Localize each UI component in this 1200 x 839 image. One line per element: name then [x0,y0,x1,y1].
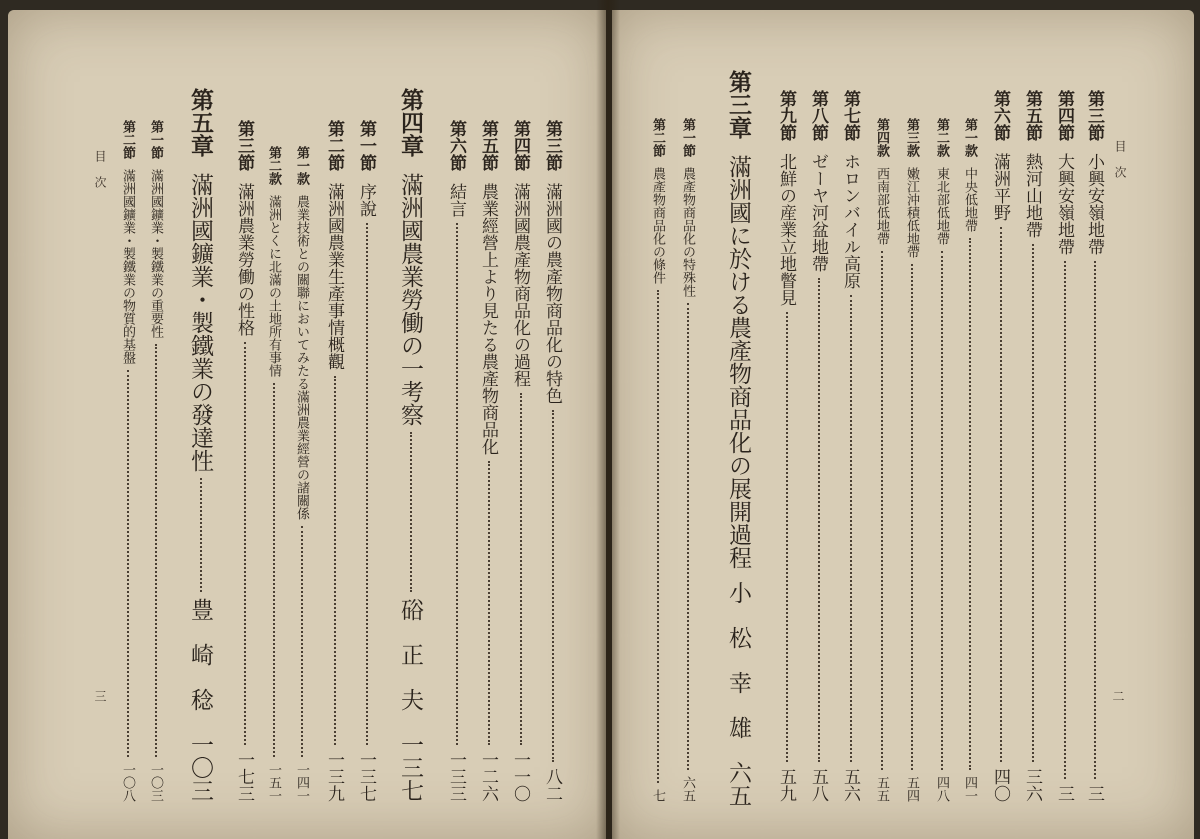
entry-page: 四八 [934,776,949,802]
entry-title: 西南部低地帶 [874,167,889,245]
entry-title: 熱河山地帶 [1022,153,1042,238]
leader-dots [818,278,820,762]
entry-label: 第一款 [294,146,309,185]
entry-page: 五八 [808,768,828,802]
entry-title: 大興安嶺地帶 [1054,153,1074,255]
chapter-label: 第四章 [397,88,424,157]
toc-entry [476,120,501,802]
entry-title: 滿洲國農產物商品化の過程 [510,183,530,387]
entry-label: 第四節 [1054,90,1074,141]
entry-title: 序說 [356,183,376,217]
toc-entry [988,90,1013,802]
entry-title: 結言 [446,183,466,217]
entry-label: 第八節 [808,90,828,141]
entry-page: 一五一 [266,763,281,802]
right-page-folio: 二 [1111,690,1125,702]
right-page-header: 目次 [1113,140,1127,192]
leader-dots [1000,227,1002,762]
entry-page: 一四一 [294,763,309,802]
entry-label: 第一節 [680,118,695,157]
toc-entry [648,118,667,802]
entry-title: 滿洲國鑛業・製鐵業の重要性 [148,169,163,338]
toc-entry [678,118,697,802]
entry-title: 東北部低地帶 [934,167,949,245]
entry-page: 八二 [542,768,562,802]
entry-title: 滿洲とくに北滿の土地所有事情 [266,195,281,377]
entry-label: 第三款 [904,118,919,157]
entry-title: 滿洲國鑛業・製鐵業の物質的基盤 [120,169,135,364]
leader-dots [969,238,971,770]
toc-chapter-entry [394,88,427,802]
entry-title: ゼーヤ河盆地帶 [808,153,828,272]
leader-dots [273,383,275,757]
entry-label: 第九節 [776,90,796,141]
chapter-author: 小松幸雄 [725,581,751,761]
chapter-label: 第三章 [725,70,752,139]
entry-title: 滿洲平野 [990,153,1010,221]
left-page-header: 目次 [93,150,107,202]
toc-entry [444,120,469,802]
leader-dots [488,461,490,745]
leader-dots [200,478,202,592]
leader-dots [850,295,852,762]
entry-title: 滿洲農業勞働の性格 [234,183,254,336]
toc-entry [322,120,347,802]
toc-entry [292,146,311,802]
entry-page: 四〇 [990,768,1010,802]
entry-label: 第一款 [962,118,977,157]
entry-page: 一三七 [397,733,423,802]
leader-dots [127,370,129,757]
entry-label: 第六節 [990,90,1010,141]
entry-title: 滿洲國農業生產事情概觀 [324,183,344,370]
leader-dots [155,344,157,757]
leader-dots [456,223,458,745]
entry-page: 一三七 [356,751,376,802]
entry-page: 六五 [680,776,695,802]
entry-label: 第二節 [324,120,344,171]
entry-page: 五四 [904,776,919,802]
toc-entry [354,120,379,802]
leader-dots [244,342,246,745]
leader-dots [911,264,913,770]
entry-label: 第一節 [148,120,163,159]
toc-entry [118,120,137,802]
entry-title: 農產物商品化の特殊性 [680,167,695,297]
entry-page: 四一 [962,776,977,802]
entry-page: 一二六 [478,751,498,802]
entry-title: 小興安嶺地帶 [1084,153,1104,255]
leader-dots [881,251,883,770]
leader-dots [552,410,554,762]
entry-label: 第二節 [120,120,135,159]
leader-dots [786,312,788,762]
leader-dots [334,376,336,745]
toc-entry [806,90,831,802]
left-page-folio: 三 [93,690,107,702]
entry-page: 一三三 [446,751,466,802]
leader-dots [1094,261,1096,779]
entry-title: ホロンバイル高原 [840,153,860,289]
entry-title: 農產物商品化の條件 [650,167,665,284]
toc-entry [1052,90,1077,802]
toc-chapter-entry [722,70,755,807]
entry-page: 七 [650,789,665,802]
entry-title: 中央低地帶 [962,167,977,232]
chapter-title: 滿洲國鑛業・製鐵業の發達性 [187,173,213,472]
leader-dots [520,393,522,745]
entry-label: 第七節 [840,90,860,141]
entry-label: 第二節 [650,118,665,157]
chapter-author: 硲正夫 [397,598,423,733]
entry-page: 一七三 [234,751,254,802]
leader-dots [941,251,943,770]
entry-label: 第二款 [266,146,281,185]
toc-entry [1020,90,1045,802]
toc-chapter-entry [184,88,217,802]
entry-label: 第三節 [234,120,254,171]
toc-entry [146,120,165,802]
toc-entry [774,90,799,802]
entry-page: 一〇三 [187,733,213,802]
entry-label: 第三節 [1084,90,1104,141]
entry-label: 第二款 [934,118,949,157]
leader-dots [366,223,368,745]
entry-page: 五五 [874,776,889,802]
entry-label: 第四節 [510,120,530,171]
entry-page: 三 [1054,785,1074,802]
chapter-label: 第五章 [187,88,214,157]
toc-entry [232,120,257,802]
entry-page: 三 [1084,785,1104,802]
toc-entry [838,90,863,802]
entry-page: 一一〇 [510,751,530,802]
chapter-title: 滿洲國農業勞働の一考察 [397,173,423,426]
entry-label: 第三節 [542,120,562,171]
entry-label: 第五節 [1022,90,1042,141]
chapter-author: 豊崎稔 [187,598,213,733]
toc-entry [540,120,565,802]
toc-entry [932,118,951,802]
entry-title: 滿洲國の農產物商品化の特色 [542,183,562,404]
entry-page: 一三九 [324,751,344,802]
entry-title: 農業技術との關聯においてみたる滿洲農業經營の諸關係 [294,195,309,520]
leader-dots [1064,261,1066,779]
toc-entry [902,118,921,802]
leader-dots [1032,244,1034,762]
toc-entry [264,146,283,802]
toc-entry [508,120,533,802]
entry-page: 三六 [1022,768,1042,802]
entry-title: 北鮮の産業立地瞥見 [776,153,796,306]
leader-dots [410,432,412,592]
toc-entry [872,118,891,802]
entry-label: 第四款 [874,118,889,157]
entry-title: 農業經營上より見たる農產物商品化 [478,183,498,455]
leader-dots [301,526,303,757]
entry-page: 六五 [725,761,751,807]
toc-entry [960,118,979,802]
book-gutter [596,0,620,839]
entry-label: 第六節 [446,120,466,171]
chapter-title: 滿洲國に於ける農產物商品化の展開過程 [725,155,751,569]
entry-label: 第一節 [356,120,376,171]
toc-entry [1082,90,1107,802]
leader-dots [657,290,659,783]
entry-page: 一〇三 [148,763,163,802]
entry-page: 五九 [776,768,796,802]
entry-title: 嫩江沖積低地帶 [904,167,919,258]
leader-dots [687,303,689,770]
entry-page: 一〇八 [120,763,135,802]
entry-page: 五六 [840,768,860,802]
entry-label: 第五節 [478,120,498,171]
